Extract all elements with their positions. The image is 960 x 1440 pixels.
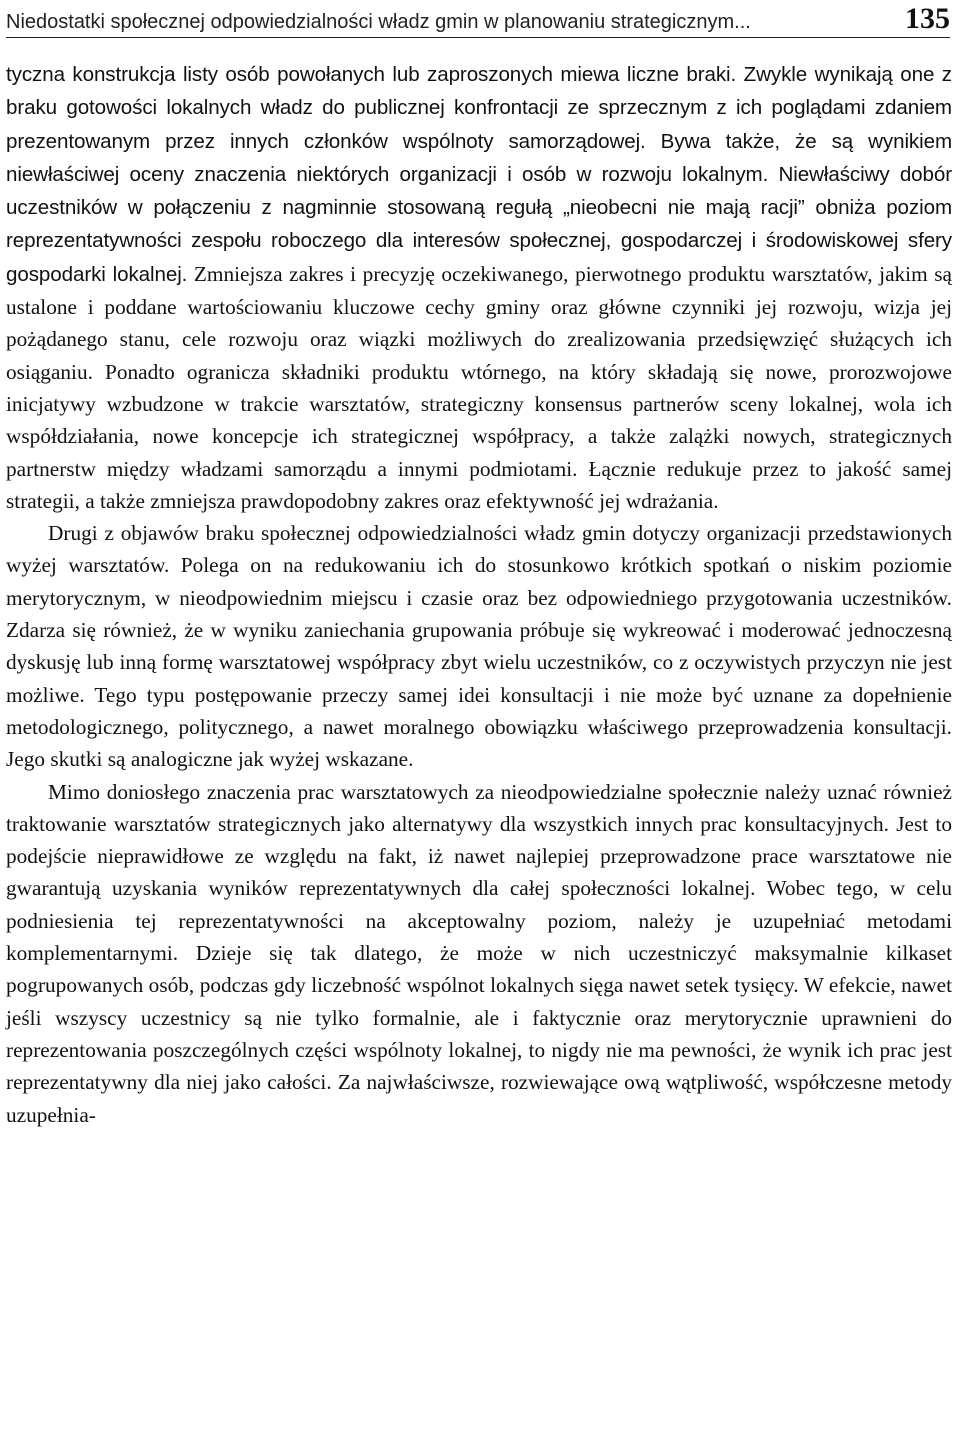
paragraph-serif-segment: Zmniejsza zakres i precyzję oczekiwanego, pierwotnego produktu warsztatów, jakim są ustalone i poddane wartościowaniu kluczowe cechy gminy oraz główne czynniki jej rozwoju, wizja jej pożądanego stanu, cele rozwoju oraz wiązki możliwych do zrealizowania przedsięwzięć służących ich osiąganiu. Ponadto ogranicza składniki produktu wtórnego, na który składają się nowe, prorozwojowe inicjatywy wzbudzone w trakcie warsztatów, strategiczny konsensus partnerów sceny lokalnej, wola ich współdziałania, nowe koncepcje ich strategicznej współpracy, a także zalążki nowych, strategicznych partnerstw między władzami samorządu a innymi podmiotami. Łącznie redukuje przez to jakość samej strategii, a także zmniejsza prawdopodobny zakres oraz efektywność jej wdrażania. bbox=[6, 261, 952, 513]
running-header-title: Niedostatki społecznej odpowiedzialności władz gmin w planowaniu strategicznym... bbox=[6, 11, 751, 33]
page-number: 135 bbox=[905, 2, 950, 35]
paragraph-sans-segment: tyczna konstrukcja listy osób powołanych lub zaproszonych miewa liczne braki. Zwykle wynikają one z braku gotowości lokalnych władz do publicznej konfrontacji ze sprzecznym z ich poglądami zdaniem prezentowanym przez innych członków wspólnoty samorządowej. Bywa także, że są wynikiem niewłaściwej oceny znaczenia niektórych organizacji i osób w rozwoju lokalnym. Niewłaściwy dobór uczestników w połączeniu z nagminnie stosowaną regułą „nieobecni nie mają racji” obniża poziom reprezentatywności zespołu roboczego dla interesów społecznej, gospodarczej i środowiskowej sfery gospodarki lokalnej. bbox=[6, 63, 952, 286]
body-text bbox=[6, 58, 952, 1131]
running-header bbox=[6, 4, 950, 38]
paragraph bbox=[6, 776, 952, 1131]
paragraph-text: Drugi z objawów braku społecznej odpowiedzialności władz gmin dotyczy organizacji przedstawionych wyżej warsztatów. Polega on na redukowaniu ich do stosunkowo krótkich spotkań o niskim poziomie merytorycznym, w nieodpowiednim miejscu i czasie oraz bez odpowiedniego przygotowania uczestników. Zdarza się również, że w wyniku zaniechania grupowania próbuje się wykreować i moderować jednoczesną dyskusję lub inną formę warsztatowej współpracy zbyt wielu uczestników, co z oczywistych przyczyn nie jest możliwe. Tego typu postępowanie przeczy samej idei konsultacji i nie może być uznane za dopełnienie metodologicznego, politycznego, a nawet moralnego obowiązku właściwego przeprowadzenia konsultacji. Jego skutki są analogiczne jak wyżej wskazane. bbox=[6, 521, 952, 772]
paragraph-continued bbox=[6, 58, 952, 517]
paragraph-text: Mimo doniosłego znaczenia prac warsztatowych za nieodpowiedzialne społecznie należy uznać również traktowanie warsztatów strategicznych jako alternatywy dla wszystkich innych prac konsultacyjnych. Jest to podejście nieprawidłowe ze względu na fakt, iż nawet najlepiej przeprowadzone prace warsztatowe nie gwarantują uzyskania wyników reprezentatywnych dla całej społeczności lokalnej. Wobec tego, w celu podniesienia tej reprezentatywności na akceptowalny poziom, należy je uzupełniać metodami komplementarnymi. Dzieje się tak dlatego, że może w nich uczestniczyć maksymalnie kilkaset pogrupowanych osób, podczas gdy liczebność wspólnot lokalnych sięga nawet setek tysięcy. W efekcie, nawet jeśli wszyscy uczestnicy są nie tylko formalnie, ale i faktycznie oraz merytorycznie uprawnieni do reprezentowania poszczególnych części wspólnoty lokalnej, to nigdy nie ma pewności, że wynik ich prac jest reprezentatywny dla niej jako całości. Za najwłaściwsze, rozwiewające ową wątpliwość, współczesne metody uzupełnia- bbox=[6, 779, 952, 1127]
paragraph bbox=[6, 517, 952, 775]
